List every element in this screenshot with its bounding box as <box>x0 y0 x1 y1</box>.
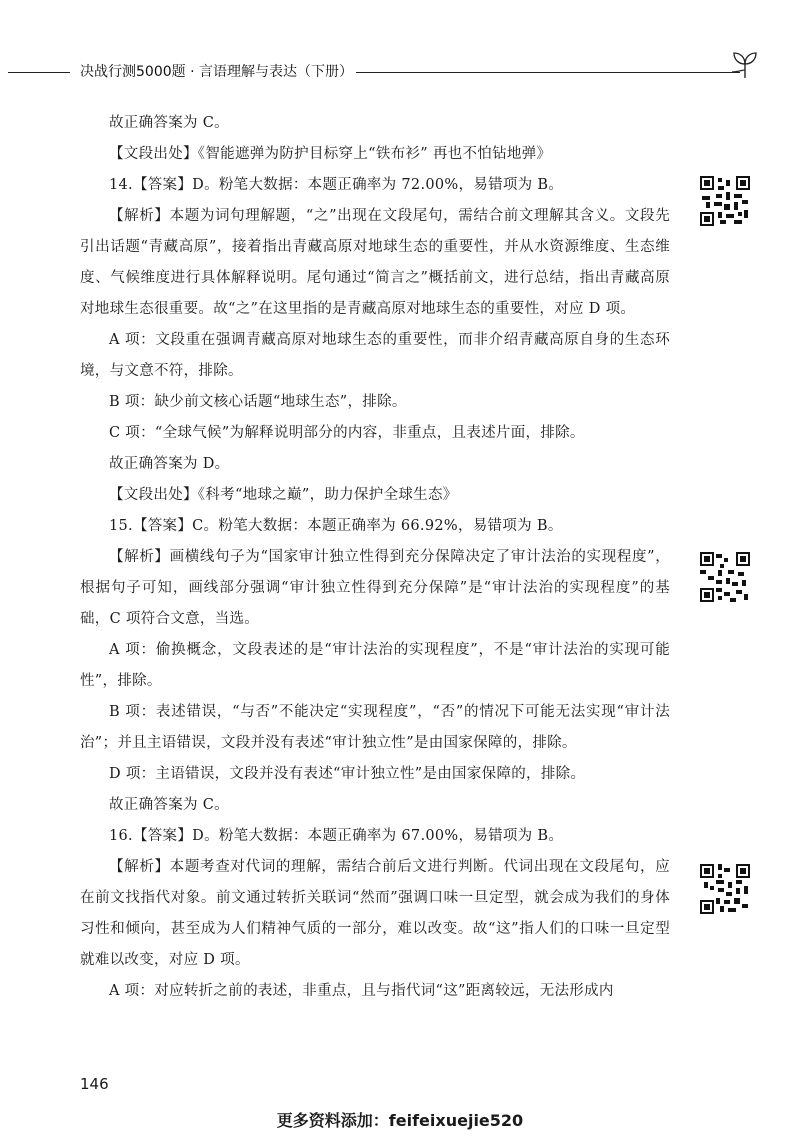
option-a-16: A 项：对应转折之前的表述，非重点，且与指代词“这”距离较远，无法形成内 <box>109 983 614 999</box>
answer-heading-15: 15.【答案】C。粉笔大数据：本题正确率为 66.92%，易错项为 B。 <box>109 518 563 534</box>
answer-line-15: 故正确答案为 C。 <box>109 797 229 813</box>
answer-line-14: 故正确答案为 D。 <box>109 456 230 472</box>
source-line-14: 【文段出处】《科考“地球之巅”，助力保护全球生态》 <box>109 487 458 503</box>
qr-code-icon <box>700 552 750 602</box>
source-line-13: 【文段出处】《智能遮弹为防护目标穿上“铁布衫” 再也不怕钻地弹》 <box>109 146 552 162</box>
option-a-15: A 项：偷换概念，文段表述的是“审计法治的实现程度”，不是“审计法治的实现可能性”，排除。 <box>80 642 670 689</box>
qr-code-15[interactable] <box>700 552 750 602</box>
qr-code-icon <box>700 864 750 914</box>
footer-note: 更多资料添加：feifeixuejie520 <box>276 1111 524 1130</box>
option-b-15: B 项：表述错误，“与否”不能决定“实现程度”，“否”的情况下可能无法实现“审计法治”；并且主语错误，文段并没有表述“审计独立性”是由国家保障的，排除。 <box>80 704 670 751</box>
option-d-15: D 项：主语错误，文段并没有表述“审计独立性”是由国家保障的，排除。 <box>109 766 586 782</box>
running-header <box>0 58 800 88</box>
qr-code-14[interactable] <box>700 176 750 226</box>
option-b-14: B 项：缺少前文核心话题“地球生态”，排除。 <box>109 394 407 410</box>
analysis-14: 【解析】本题为词句理解题，“之”出现在文段尾句，需结合前文理解其含义。文段先引出话题“青藏高原”，接着指出青藏高原对地球生态的重要性，并从水资源维度、生态维度、气候维度进行具体解释说明。尾句通过“简言之”概括前文，进行总结，指出青藏高原对地球生态很重要。故“之”在这里指的是青藏高原对地球生态的重要性，对应 D 项。 <box>80 208 670 317</box>
header-rule-right <box>356 72 740 73</box>
qr-code-16[interactable] <box>700 864 750 914</box>
qr-code-icon <box>700 176 750 226</box>
answer-heading-14: 14.【答案】D。粉笔大数据：本题正确率为 72.00%，易错项为 B。 <box>109 177 564 193</box>
option-c-14: C 项：“全球气候”为解释说明部分的内容，非重点，且表述片面，排除。 <box>109 425 585 441</box>
analysis-16: 【解析】本题考查对代词的理解，需结合前后文进行判断。代词出现在文段尾句，应在前文找指代对象。前文通过转折关联词“然而”强调口味一旦定型，就会成为我们的身体习性和倾向，甚至成为人们精神气质的一部分，难以改变。故“这”指人们的口味一旦定型就难以改变，对应 D 项。 <box>80 859 670 968</box>
sprout-icon <box>728 48 762 82</box>
option-a-14: A 项：文段重在强调青藏高原对地球生态的重要性，而非介绍青藏高原自身的生态环境，与文意不符，排除。 <box>80 332 670 379</box>
answer-line-13: 故正确答案为 C。 <box>109 115 229 131</box>
page-body <box>80 108 670 1007</box>
page-number: 146 <box>80 1075 109 1093</box>
header-title: 决战行测5000题 · 言语理解与表达（下册） <box>80 64 353 80</box>
header-rule-left <box>8 72 70 73</box>
answer-heading-16: 16.【答案】D。粉笔大数据：本题正确率为 67.00%，易错项为 B。 <box>109 828 564 844</box>
analysis-15: 【解析】画横线句子为“国家审计独立性得到充分保障决定了审计法治的实现程度”，根据句子可知，画线部分强调“审计独立性得到充分保障”是“审计法治的实现程度”的基础，C 项符合文意，当选。 <box>80 549 670 627</box>
